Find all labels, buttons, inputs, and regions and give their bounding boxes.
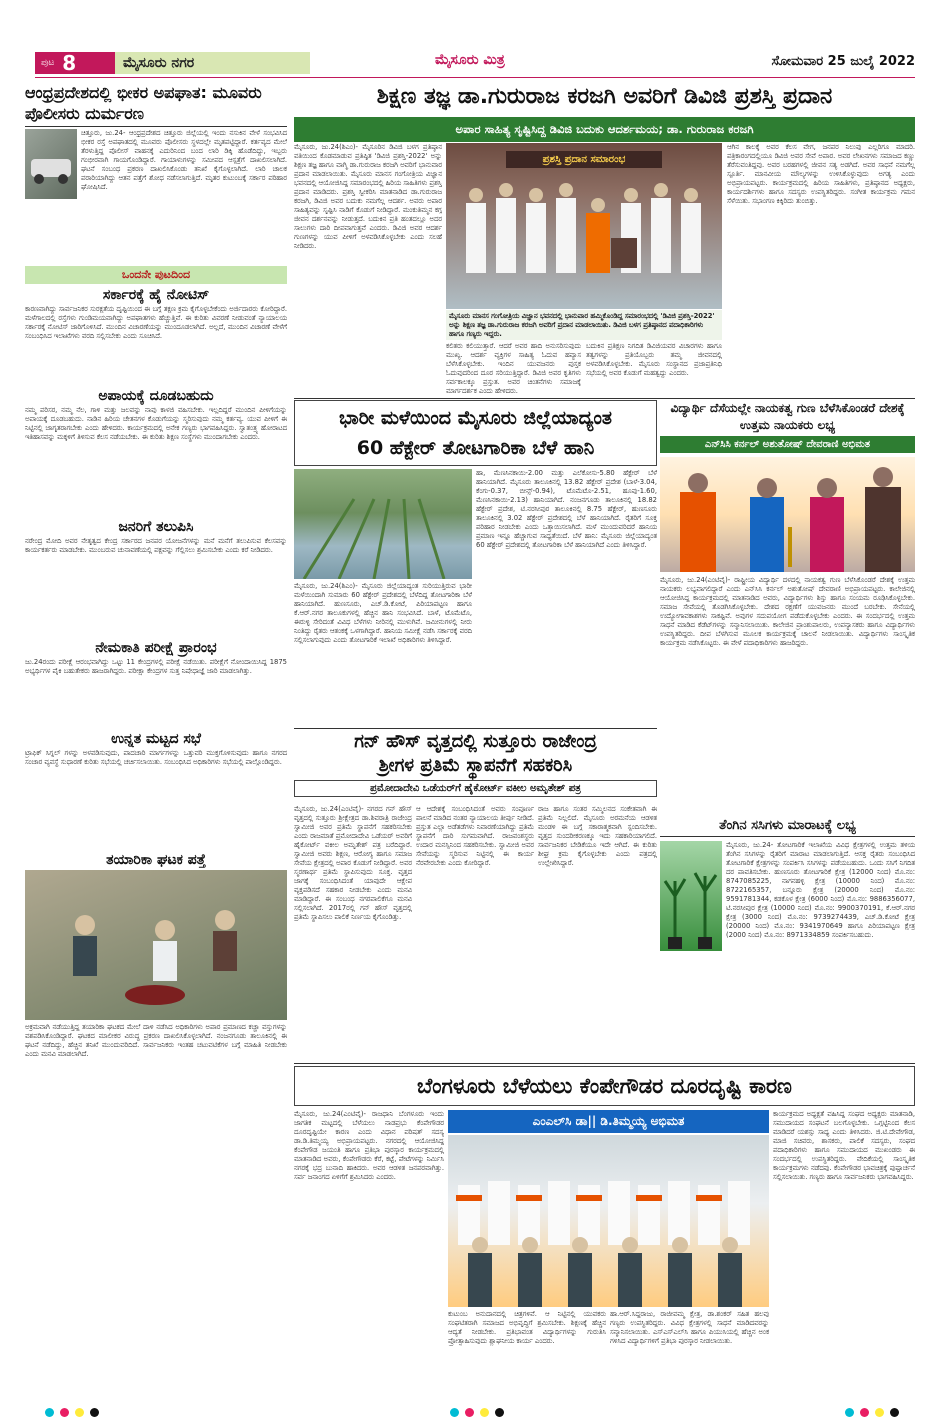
kempegowda-deck: ಎಂಎಲ್‌ಸಿ ಡಾ|| ಡಿ.ತಿಮ್ಮಯ್ಯ ಅಭಿಮತ (448, 1110, 769, 1133)
kempegowda-body-left: ಮೈಸೂರು, ಜು.24(ಎಂಟಿವೈ)- ರಾಜಧಾನಿ ಬೆಂಗಳೂರು ಇಂದು ಜಾಗತಿಕ ಮಟ್ಟದಲ್ಲಿ ಬೆಳೆಯಲು ನಾಡಪ್ರಭು ಕೆಂಪೇಗೌಡರ ದೂರದೃಷ್ಟಿಯೇ ಕಾರಣ ಎಂದು ವಿಧಾನ ಪರಿಷತ್ ಸದಸ್ಯ ಡಾ.ಡಿ.ತಿಮ್ಮಯ್ಯ ಅಭಿಪ್ರಾಯಪಟ್ಟರು. ನಗರದಲ್ಲಿ ಆಯೋಜಿಸಿದ್ದ ಕೆಂಪೇಗೌಡ ಜಯಂತಿ ಹಾಗೂ ಪ್ರತಿಭಾ ಪುರಸ್ಕಾರ ಕಾರ್ಯಕ್ರಮದಲ್ಲಿ ಮಾತನಾಡಿದ ಅವರು, ಕೆಂಪೇಗೌಡರು ಕೆರೆ, ಕಟ್ಟೆ, ಪೇಟೆಗಳನ್ನು ನಿರ್ಮಿಸಿ ನಗರಕ್ಕೆ ಭದ್ರ ಬುನಾದಿ ಹಾಕಿದರು. ಅವರ ಆಡಳಿತ ಜನಪರವಾಗಿತ್ತು. ಸರ್ವ ಜನಾಂಗದ ಏಳಿಗೆಗೆ ಶ್ರಮಿಸಿದರು ಎಂದರು. (294, 1110, 444, 1181)
coconut-story (660, 818, 915, 1056)
stage-banner: ಪ್ರಶಸ್ತಿ ಪ್ರದಾನ ಸಮಾರಂಭ (506, 151, 662, 168)
kempegowda-body-mid: ಕುಟುಂಬ ಅನುದಾನದಲ್ಲಿ ಚಿತ್ರಗಳಿವೆ. ಆ ನಿಟ್ಟಿನಲ್ಲಿ ಯುವಕರು ಸಂಘಟಿತರಾಗಿ ಸಮಾಜದ ಅಭಿವೃದ್ಧಿಗೆ ಶ್ರಮಿಸಬೇಕು. ಶಿಕ್ಷಣಕ್ಕೆ ಹೆಚ್ಚಿನ ಆದ್ಯತೆ ನೀಡಬೇಕು. ಪ್ರತಿಭಾವಂತ ವಿದ್ಯಾರ್ಥಿಗಳನ್ನು ಗುರುತಿಸಿ ಪ್ರೋತ್ಸಾಹಿಸುವುದು ಶ್ಲಾಘನೀಯ ಕಾರ್ಯ ಎಂದರು. (448, 1310, 606, 1345)
rain-headline-box (294, 400, 657, 466)
swamiji-body-mid: ಆ ಆದೇಶಕ್ಕೆ ಸಂಬಂಧಿಸಿದಂತೆ ಅವರು ಸಂಪೂರ್ಣ ಪಾಲನೆ ಮಾಡಿದ ನಂತರ ನ್ಯಾಯಾಲಯ ತೀರ್ಪು ನೀಡಿದೆ. ಪ್ರಸ್ತುತ ಎಲ್ಲಾ ಅಡೆತಡೆಗಳು ನಿವಾರಣೆಯಾಗಿದ್ದು ಪ್ರತಿಮೆ ಸ್ಥಾಪನೆಗೆ ದಾರಿ ಸುಗಮವಾಗಿದೆ. ರಾಜವಂಶಸ್ಥರು ಉದಾರ ಮನಸ್ಸಿನಿಂದ ಸಹಕರಿಸಬೇಕು. ಸ್ವಾಮೀಜಿ ಅವರ ಸೇವೆಯನ್ನು ಸ್ಮರಿಸುವ ನಿಟ್ಟಿನಲ್ಲಿ ಈ ಕಾರ್ಯ ನೆರವೇರಬೇಕು ಎಂದು ಕೋರಿದ್ದಾರೆ. (416, 805, 534, 867)
lead-story (294, 79, 915, 142)
swamiji-headline-line1: ಗನ್ ಹೌಸ್ ವೃತ್ತದಲ್ಲಿ ಸುತ್ತೂರು ರಾಜೇಂದ್ರ (354, 731, 597, 752)
reg-dot (860, 1408, 869, 1417)
left-column (25, 82, 287, 1382)
headline-recruitment-exam: ನೇಮಕಾತಿ ಪರೀಕ್ಷೆ ಪ್ರಾರಂಭ (95, 640, 217, 656)
newspaper-logo: ಮೈಸೂರು ಮಿತ್ರ (435, 52, 505, 68)
reg-dot (890, 1408, 899, 1417)
factory-body: ಅಕ್ರಮವಾಗಿ ನಡೆಯುತ್ತಿದ್ದ ತಯಾರಿಕಾ ಘಟಕದ ಮೇಲೆ ದಾಳಿ ನಡೆಸಿದ ಅಧಿಕಾರಿಗಳು ಅಪಾರ ಪ್ರಮಾಣದ ಕಚ್ಚಾ ವಸ್ತುಗಳನ್ನು ವಶಪಡಿಸಿಕೊಂಡಿದ್ದಾರೆ. ಘಟಕದ ಮಾಲೀಕರ ವಿರುದ್ಧ ಪ್ರಕರಣ ದಾಖಲಿಸಿಕೊಳ್ಳಲಾಗಿದೆ. ನಂಜನಗೂಡು ತಾಲೂಕಿನಲ್ಲಿ ಈ ಘಟನೆ ನಡೆದಿದ್ದು, ಹೆಚ್ಚಿನ ತನಿಖೆ ಮುಂದುವರಿದಿದೆ. ಸಾರ್ವಜನಿಕರು ಇಂತಹ ಚಟುವಟಿಕೆಗಳ ಬಗ್ಗೆ ಮಾಹಿತಿ ನೀಡಬೇಕು ಎಂದು ಮನವಿ ಮಾಡಲಾಗಿದೆ. (25, 1023, 287, 1058)
reg-dot (90, 1408, 99, 1417)
accident-photo (25, 129, 77, 199)
print-registration-marks (0, 1400, 945, 1424)
reg-dot (465, 1408, 474, 1417)
page-number-badge (35, 52, 115, 74)
reg-dot (450, 1408, 459, 1417)
page-label: ಪುಟ (41, 58, 55, 68)
kempegowda-body-right: ಕಾರ್ಯಕ್ರಮದ ಅಧ್ಯಕ್ಷತೆ ವಹಿಸಿದ್ದ ಸಂಘದ ಅಧ್ಯಕ್ಷರು ಮಾತನಾಡಿ, ಸಮುದಾಯದ ಸಂಘಟನೆ ಬಲಗೊಳ್ಳಬೇಕು. ಒಗ್ಗಟ್ಟಿನಿಂದ ಕೆಲಸ ಮಾಡಿದರೆ ಯಶಸ್ಸು ಸಾಧ್ಯ ಎಂದು ತಿಳಿಸಿದರು. ಜಿ.ಟಿ.ದೇವೇಗೌಡ, ಮಾಜಿ ಸಚಿವರು, ಶಾಸಕರು, ಪಾಲಿಕೆ ಸದಸ್ಯರು, ಸಂಘದ ಪದಾಧಿಕಾರಿಗಳು ಹಾಗೂ ಸಮುದಾಯದ ಮುಖಂಡರು ಈ ಸಂದರ್ಭದಲ್ಲಿ ಉಪಸ್ಥಿತರಿದ್ದರು. ವೇದಿಕೆಯಲ್ಲಿ ಸಾಂಸ್ಕೃತಿಕ ಕಾರ್ಯಕ್ರಮಗಳು ನಡೆದವು. ಕೆಂಪೇಗೌಡರ ಭಾವಚಿತ್ರಕ್ಕೆ ಪುಷ್ಪಾರ್ಚನೆ ಸಲ್ಲಿಸಲಾಯಿತು. ಗಣ್ಯರು ಹಾಗೂ ಸಾರ್ವಜನಿಕರು ಭಾಗವಹಿಸಿದ್ದರು. (773, 1110, 915, 1181)
masthead (35, 52, 915, 76)
page-number: 8 (62, 51, 77, 75)
ncc-headline: ವಿದ್ಯಾರ್ಥಿ ದೆಸೆಯಲ್ಲೇ ನಾಯಕತ್ವ ಗುಣ ಬೆಳೆಸಿಕೊಂಡರೆ ದೇಶಕ್ಕೆ ಉತ್ತಮ ನಾಯಕರು ಲಭ್ಯ (670, 401, 905, 432)
kempegowda-photo-block (448, 1110, 769, 1395)
lead-body-mid2: ಬದುಕಿನ ಪ್ರತಿಕ್ಷಣ ನಿಗದಿತ ಡಿವಿಜಿಯವರ ವಿಚಾರಗಳು ಹಾಗೂ ತತ್ವಗಳನ್ನು ಪ್ರತಿಯೊಬ್ಬರು ತಮ್ಮ ಜೀವನದಲ್ಲಿ ಅಳವಡಿಸಿಕೊಳ್ಳಬೇಕು. ಮೈಸೂರು ಸಂಸ್ಥಾನದ ಪ್ರಜಾಪ್ರತಿನಿಧಿ ಸಭೆಯಲ್ಲಿ ಅವರ ಕೊಡುಗೆ ಮಹತ್ವದ್ದು ಎಂದರು. (586, 342, 722, 377)
ncc-body: ಮೈಸೂರು, ಜು.24(ಎಂಟಿವೈ)- ರಾಷ್ಟ್ರೀಯ ವಿದ್ಯಾರ್ಥಿ ದಳದಲ್ಲಿ ನಾಯಕತ್ವ ಗುಣ ಬೆಳೆಸಿಕೊಂಡರೆ ದೇಶಕ್ಕೆ ಉತ್ತಮ ನಾಯಕರು ಲಭ್ಯವಾಗಲಿದ್ದಾರೆ ಎಂದು ಎನ್‌ಸಿಸಿ ಕರ್ನಲ್ ಅಶುತೋಷ್ ದೇವರಾಣಿ ಅಭಿಪ್ರಾಯಪಟ್ಟರು. ಕಾಲೇಜಿನಲ್ಲಿ ಆಯೋಜಿಸಿದ್ದ ಕಾರ್ಯಕ್ರಮದಲ್ಲಿ ಮಾತನಾಡಿದ ಅವರು, ವಿದ್ಯಾರ್ಥಿಗಳು ಶಿಸ್ತು ಹಾಗೂ ಸಂಯಮ ರೂಢಿಸಿಕೊಳ್ಳಬೇಕು. ಸಮಾಜ ಸೇವೆಯಲ್ಲಿ ತೊಡಗಿಸಿಕೊಳ್ಳಬೇಕು. ದೇಶದ ರಕ್ಷಣೆಗೆ ಯುವಜನರು ಮುಂದೆ ಬರಬೇಕು. ಸೇನೆಯಲ್ಲಿ ಉದ್ಯೋಗಾವಕಾಶಗಳು ಸಾಕಷ್ಟಿವೆ. ಅವುಗಳ ಸದುಪಯೋಗ ಪಡೆದುಕೊಳ್ಳಬೇಕು ಎಂದರು. ಈ ಸಂದರ್ಭದಲ್ಲಿ ಉತ್ತಮ ಸಾಧನೆ ಮಾಡಿದ ಕೆಡೆಟ್‌ಗಳನ್ನು ಸನ್ಮಾನಿಸಲಾಯಿತು. ಕಾಲೇಜಿನ ಪ್ರಾಂಶುಪಾಲರು, ಉಪನ್ಯಾಸಕರು ಹಾಗೂ ವಿದ್ಯಾರ್ಥಿಗಳು ಉಪಸ್ಥಿತರಿದ್ದರು. ದೀಪ ಬೆಳಗಿಸುವ ಮೂಲಕ ಕಾರ್ಯಕ್ರಮಕ್ಕೆ ಚಾಲನೆ ನೀಡಲಾಯಿತು. ವಿದ್ಯಾರ್ಥಿಗಳು ಸಾಂಸ್ಕೃತಿಕ ಕಾರ್ಯಕ್ರಮ ನಡೆಸಿಕೊಟ್ಟರು. ಈ ವೇಳೆ ಪದಾಧಿಕಾರಿಗಳು ಹಾಜರಿದ್ದರು. (660, 576, 915, 647)
reg-dot (495, 1408, 504, 1417)
lead-photo (446, 143, 722, 309)
high-level-meeting-body: ಟ್ರಾಫಿಕ್ ಸಿಗ್ನಲ್ ಗಳನ್ನು ಅಳವಡಿಸುವುದು, ಪಾದಚಾರಿ ಮಾರ್ಗಗಳನ್ನು ಒತ್ತುವರಿ ಮುಕ್ತಗೊಳಿಸುವುದು ಹಾಗೂ ನಗರದ ಸಂಚಾರ ವ್ಯವಸ್ಥೆ ಸುಧಾರಣೆ ಕುರಿತು ಸಭೆಯಲ್ಲಿ ಚರ್ಚಿಸಲಾಯಿತು. ಸಂಬಂಧಿಸಿದ ಅಧಿಕಾರಿಗಳು ಸಭೆಯಲ್ಲಿ ಪಾಲ್ಗೊಂಡಿದ್ದರು. (25, 749, 287, 766)
divider (294, 1063, 915, 1064)
reg-dot (480, 1408, 489, 1417)
recruitment-exam-body: ಜು.24ರಂದು ಪರೀಕ್ಷೆ ಆರಂಭವಾಗಿದ್ದು ಒಟ್ಟು 11 ಕೇಂದ್ರಗಳಲ್ಲಿ ಪರೀಕ್ಷೆ ನಡೆಯಿತು. ಪರೀಕ್ಷೆಗೆ ನೋಂದಾಯಿಸಿದ್ದ 1875 ಅಭ್ಯರ್ಥಿಗಳ ಪೈಕಿ ಬಹುತೇಕರು ಹಾಜರಾಗಿದ್ದರು. ಪರೀಕ್ಷಾ ಕೇಂದ್ರಗಳ ಸುತ್ತ ನಿಷೇಧಾಜ್ಞೆ ಜಾರಿ ಮಾಡಲಾಗಿತ್ತು. (25, 658, 287, 675)
headline-danger: ಅಪಾಯಕ್ಕೆ ದೂಡಬಹುದು (98, 388, 214, 404)
lead-deck: ಅಪಾರ ಸಾಹಿತ್ಯ ಸೃಷ್ಟಿಸಿದ್ದ ಡಿವಿಜಿ ಬದುಕು ಆದರ್ಶಮಯ; ಡಾ. ಗುರುರಾಜ ಕರಜಗಿ (294, 117, 915, 142)
coconut-sapling-photo (660, 841, 722, 951)
group-felicitation-icon (448, 1135, 769, 1307)
lamp-lighting-icon (660, 457, 915, 572)
reg-dot (875, 1408, 884, 1417)
lead-body-right: ಆಗಿನ ಕಾಲಕ್ಕೆ ಅವರ ಕೆಲಸ ವೇಗ, ಜನಪರ ನಿಲುವು ಎಲ್ಲರಿಗೂ ಮಾದರಿ. ಪತ್ರಿಕಾರಂಗದಲ್ಲಿಯೂ ಡಿವಿಜಿ ಅವರ ಸೇವೆ ಅಪಾರ. ಅವರ ಲೇಖನಗಳು ಸಮಾಜದ ಕಣ್ಣು ತೆರೆಸುವಂತಿದ್ದವು. ಅವರ ಬರಹಗಳಲ್ಲಿ ಜೀವನ ಸತ್ಯ ಅಡಗಿದೆ. ಅವರ ಸಾಧನೆ ನಮಗೆಲ್ಲ ಸ್ಪೂರ್ತಿ. ಮಾನವೀಯ ಮೌಲ್ಯಗಳನ್ನು ಉಳಿಸಿಕೊಳ್ಳುವುದು ಅಗತ್ಯ ಎಂದು ಅಭಿಪ್ರಾಯಪಟ್ಟರು. ಕಾರ್ಯಕ್ರಮದಲ್ಲಿ ಹಿರಿಯ ಸಾಹಿತಿಗಳು, ಪ್ರತಿಷ್ಠಾನದ ಅಧ್ಯಕ್ಷರು, ಕಾರ್ಯದರ್ಶಿಗಳು ಹಾಗೂ ಸದಸ್ಯರು ಉಪಸ್ಥಿತರಿದ್ದರು. ಸಂಗೀತ ಕಾರ್ಯಕ್ರಮ ಗಮನ ಸೆಳೆಯಿತು. ಸಭಾಂಗಣ ಕಿಕ್ಕಿರಿದು ತುಂಬಿತ್ತು. (727, 143, 915, 205)
jump-banner: ಒಂದನೇ ಪುಟದಿಂದ (25, 266, 287, 284)
ncc-story (660, 400, 915, 831)
accident-body: ಚಿತ್ತೂರು, ಜು.24- ಆಂಧ್ರಪ್ರದೇಶದ ಚಿತ್ತೂರು ಜಿಲ್ಲೆಯಲ್ಲಿ ಇಂದು ನಸುಕಿನ ವೇಳೆ ಸಂಭವಿಸಿದ ಭೀಕರ ರಸ್ತೆ ಅಪಘಾತದಲ್ಲಿ ಮೂವರು ಪೊಲೀಸರು ಸ್ಥಳದಲ್ಲೇ ಮೃತಪಟ್ಟಿದ್ದಾರೆ. ಕರ್ತವ್ಯದ ಮೇಲೆ ತೆರಳುತ್ತಿದ್ದ ಪೊಲೀಸ್ ವಾಹನಕ್ಕೆ ಎದುರಿನಿಂದ ಬಂದ ಲಾರಿ ಡಿಕ್ಕಿ ಹೊಡೆದಿದ್ದು, ಇಬ್ಬರು ಗಂಭೀರವಾಗಿ ಗಾಯಗೊಂಡಿದ್ದಾರೆ. ಗಾಯಾಳುಗಳನ್ನು ಸಮೀಪದ ಆಸ್ಪತ್ರೆಗೆ ದಾಖಲಿಸಲಾಗಿದೆ. ಘಟನೆ ಸಂಬಂಧ ಪ್ರಕರಣ ದಾಖಲಿಸಿಕೊಂಡು ತನಿಖೆ ಕೈಗೊಳ್ಳಲಾಗಿದೆ. ಲಾರಿ ಚಾಲಕ ಪರಾರಿಯಾಗಿದ್ದು ಆತನ ಪತ್ತೆಗೆ ಶೋಧ ನಡೆಸಲಾಗುತ್ತಿದೆ. ಮೃತರ ಕುಟುಂಬಕ್ಕೆ ಸರ್ಕಾರ ಪರಿಹಾರ ಘೋಷಿಸಿದೆ. (81, 129, 287, 191)
notice-body: ಕಾರಣವಾಗಿದ್ದು ಸಾರ್ವಜನಿಕರ ಸುರಕ್ಷತೆಯ ದೃಷ್ಟಿಯಿಂದ ಈ ಬಗ್ಗೆ ತಕ್ಷಣ ಕ್ರಮ ಕೈಗೊಳ್ಳಬೇಕೆಂದು ಅರ್ಜಿದಾರರು ಕೋರಿದ್ದಾರೆ. ಮಳೆಗಾಲದಲ್ಲಿ ರಸ್ತೆಗಳು ಗುಂಡಿಮಯವಾಗಿದ್ದು ಅಪಘಾತಗಳು ಹೆಚ್ಚುತ್ತಿವೆ. ಈ ಕುರಿತು ವಿವರಣೆ ನೀಡುವಂತೆ ನ್ಯಾಯಾಲಯ ಸರ್ಕಾರಕ್ಕೆ ನೋಟಿಸ್ ಜಾರಿಗೊಳಿಸಿದೆ. ಮುಂದಿನ ವಿಚಾರಣೆಯನ್ನು ಮುಂದೂಡಲಾಗಿದೆ. ಅಲ್ಲದೆ, ಮುಂದಿನ ವಿಚಾರಣೆ ವೇಳೆಗೆ ಸಂಬಂಧಿಸಿದ ಇಲಾಖೆಗಳು ವರದಿ ಸಲ್ಲಿಸಬೇಕು ಎಂದು ಸೂಚಿಸಿದೆ. (25, 305, 287, 340)
factory-photo (25, 870, 287, 1020)
swamiji-headline-block (294, 730, 657, 797)
divider (25, 126, 287, 127)
reach-people-body: ನರೇಂದ್ರ ಮೋದಿ ಅವರ ನೇತೃತ್ವದ ಕೇಂದ್ರ ಸರ್ಕಾರದ ಜನಪರ ಯೋಜನೆಗಳನ್ನು ಮನೆ ಮನೆಗೆ ತಲುಪಿಸುವ ಕೆಲಸವನ್ನು ಕಾರ್ಯಕರ್ತರು ಮಾಡಬೇಕು. ಮುಂಬರುವ ಚುನಾವಣೆಯಲ್ಲಿ ಪಕ್ಷವನ್ನು ಗೆಲ್ಲಿಸಲು ಶ್ರಮಿಸಬೇಕು ಎಂದು ಕರೆ ನೀಡಿದರು. (25, 537, 287, 554)
swamiji-body-right: ರಾಜ ಹಾಗೂ ಸಂತರ ಸಮ್ಮಿಲನದ ಸಂಕೇತವಾಗಿ ಈ ಪ್ರತಿಮೆ ನಿಲ್ಲಲಿದೆ. ಮೈಸೂರು ಅರಮನೆಯ ಆಡಳಿತ ಮಂಡಳಿ ಈ ಬಗ್ಗೆ ಸಕಾರಾತ್ಮಕವಾಗಿ ಸ್ಪಂದಿಸಬೇಕು. ವೃತ್ತದ ಸುಂದರೀಕರಣಕ್ಕೂ ಇದು ಸಹಕಾರಿಯಾಗಲಿದೆ. ಸಾರ್ವಜನಿಕರ ಬೇಡಿಕೆಯೂ ಇದೇ ಆಗಿದೆ. ಈ ಕುರಿತು ಶೀಘ್ರ ಕ್ರಮ ಕೈಗೊಳ್ಳಬೇಕು ಎಂದು ಪತ್ರದಲ್ಲಿ ಉಲ್ಲೇಖಿಸಿದ್ದಾರೆ. (538, 805, 657, 867)
people-icon (25, 870, 287, 1020)
divider (294, 398, 915, 399)
coconut-body: ಮೈಸೂರು, ಜು.24- ತೋಟಗಾರಿಕೆ ಇಲಾಖೆಯ ವಿವಿಧ ಕ್ಷೇತ್ರಗಳಲ್ಲಿ ಉತ್ತಮ ತಳಿಯ ತೆಂಗಿನ ಸಸಿಗಳನ್ನು ರೈತರಿಗೆ ಮಾರಾಟ ಮಾಡಲಾಗುತ್ತಿದೆ. ಆಸಕ್ತ ರೈತರು ಸಂಬಂಧಿಸಿದ ತೋಟಗಾರಿಕೆ ಕ್ಷೇತ್ರಗಳನ್ನು ಸಂಪರ್ಕಿಸಿ ಸಸಿಗಳನ್ನು ಪಡೆಯಬಹುದು. ಒಂದು ಸಸಿಗೆ ನಿಗದಿತ ದರ ಪಾವತಿಸಬೇಕು. ಹುಣಸೂರು ತೋಟಗಾರಿಕೆ ಕ್ಷೇತ್ರ (12000 ನಿಂದ) ಮೊ.ನಂ: 8747085225, ನಾಗನಹಳ್ಳಿ ಕ್ಷೇತ್ರ (10000 ನಿಂದ) ಮೊ.ನಂ: 8722165357, ಬನ್ನೂರು ಕ್ಷೇತ್ರ (20000 ನಿಂದ) ಮೊ.ನಂ: 9591781344, ಕಡಕೊಳ ಕ್ಷೇತ್ರ (6000 ನಿಂದ) ಮೊ.ನಂ: 9886356077, ಟಿ.ನರಸೀಪುರ ಕ್ಷೇತ್ರ (10000 ನಿಂದ) ಮೊ.ನಂ: 9900370191, ಕೆ.ಆರ್.ನಗರ ಕ್ಷೇತ್ರ (3000 ನಿಂದ) ಮೊ.ನಂ: 9739274439, ಎಚ್.ಡಿ.ಕೋಟೆ ಕ್ಷೇತ್ರ (20000 ನಿಂದ) ಮೊ.ನಂ: 9341970649 ಹಾಗೂ ಪಿರಿಯಾಪಟ್ಟಣ ಕ್ಷೇತ್ರ (2000 ನಿಂದ) ಮೊ.ನಂ: 8971334859 ಸಂಪರ್ಕಿಸಬಹುದು. (726, 841, 915, 939)
lead-body-left: ಮೈಸೂರು, ಜು.24(ಶಿಎಂ)- ಮೈಸೂರಿನ ಡಿವಿಜಿ ಬಳಗ ಪ್ರತಿಷ್ಠಾನ ವತಿಯಿಂದ ಕೊಡಮಾಡುವ ಪ್ರತಿಷ್ಠಿತ 'ಡಿವಿಜಿ ಪ್ರಶಸ್ತಿ-2022' ಅನ್ನು ಶಿಕ್ಷಣ ತಜ್ಞ ಹಾಗೂ ವಾಗ್ಮಿ ಡಾ.ಗುರುರಾಜ ಕರಜಗಿ ಅವರಿಗೆ ಭಾನುವಾರ ಪ್ರದಾನ ಮಾಡಲಾಯಿತು. ಮೈಸೂರು ಮಾನಸ ಗಂಗೋತ್ರಿಯ ವಿಜ್ಞಾನ ಭವನದಲ್ಲಿ ಆಯೋಜಿಸಿದ್ದ ಸಮಾರಂಭದಲ್ಲಿ ಹಿರಿಯ ಸಾಹಿತಿಗಳು ಪ್ರಶಸ್ತಿ ಪ್ರದಾನ ಮಾಡಿದರು. ಪ್ರಶಸ್ತಿ ಸ್ವೀಕರಿಸಿ ಮಾತನಾಡಿದ ಡಾ.ಗುರುರಾಜ ಕರಜಗಿ, ಡಿವಿಜಿ ಅವರ ಬದುಕು ನಮಗೆಲ್ಲ ಆದರ್ಶ. ಅವರು ಅಪಾರ ಸಾಹಿತ್ಯವನ್ನು ಸೃಷ್ಟಿಸಿ ನಾಡಿಗೆ ಕೊಡುಗೆ ನೀಡಿದ್ದಾರೆ. ಮಂಕುತಿಮ್ಮನ ಕಗ್ಗ ಜೀವನ ದರ್ಶನವನ್ನು ನೀಡುತ್ತದೆ. ಬದುಕಿನ ಪ್ರತಿ ಹಂತದಲ್ಲೂ ಅದರ ಸಾಲುಗಳು ದಾರಿ ದೀಪವಾಗುತ್ತವೆ ಎಂದರು. ಡಿವಿಜಿ ಅವರ ಆದರ್ಶ ಗುಣಗಳನ್ನು ಯುವ ಪೀಳಿಗೆ ಅಳವಡಿಸಿಕೊಳ್ಳಬೇಕು ಎಂದು ಸಲಹೆ ನೀಡಿದರು. (294, 143, 442, 250)
ncc-photo (660, 457, 915, 572)
sapling-icon (660, 841, 722, 951)
swamiji-body-left: ಮೈಸೂರು, ಜು.24(ಎಂಟಿವೈ)- ನಗರದ ಗನ್ ಹೌಸ್ ವೃತ್ತದಲ್ಲಿ ಸುತ್ತೂರು ಶ್ರೀಕ್ಷೇತ್ರದ ಡಾ.ಶಿವರಾತ್ರಿ ರಾಜೇಂದ್ರ ಸ್ವಾಮೀಜಿ ಅವರ ಪ್ರತಿಮೆ ಸ್ಥಾಪನೆಗೆ ಸಹಕರಿಸಬೇಕು ಎಂದು ರಾಜಮಾತೆ ಪ್ರಮೋದಾದೇವಿ ಒಡೆಯರ್ ಅವರಿಗೆ ಹೈಕೋರ್ಟ್ ವಕೀಲ ಅಮೃತೇಶ್ ಪತ್ರ ಬರೆದಿದ್ದಾರೆ. ಸ್ವಾಮೀಜಿ ಅವರು ಶಿಕ್ಷಣ, ಆರೋಗ್ಯ ಹಾಗೂ ಸಮಾಜ ಸೇವೆಯ ಕ್ಷೇತ್ರದಲ್ಲಿ ಅಪಾರ ಕೊಡುಗೆ ನೀಡಿದ್ದಾರೆ. ಅವರ ಸ್ಮರಣಾರ್ಥ ಪ್ರತಿಮೆ ಸ್ಥಾಪಿಸುವುದು ಸೂಕ್ತ. ವೃತ್ತದ ಜಾಗಕ್ಕೆ ಸಂಬಂಧಿಸಿದಂತೆ ಯಾವುದೇ ಆಕ್ಷೇಪ ವ್ಯಕ್ತಪಡಿಸದೆ ಸಹಕಾರ ನೀಡಬೇಕು ಎಂದು ಮನವಿ ಮಾಡಿದ್ದಾರೆ. ಈ ಸಂಬಂಧ ನಗರಪಾಲಿಕೆಗೂ ಮನವಿ ಸಲ್ಲಿಸಲಾಗಿದೆ. 2017ರಲ್ಲಿ ಗನ್ ಹೌಸ್ ವೃತ್ತದಲ್ಲಿ ಪ್ರತಿಮೆ ಸ್ಥಾಪಿಸಲು ಪಾಲಿಕೆ ನಿರ್ಣಯ ಕೈಗೊಂಡಿತ್ತು. (294, 805, 412, 921)
divider (294, 728, 657, 729)
vehicle-icon (25, 129, 77, 199)
rain-headline-line2: 60 ಹೆಕ್ಟೇರ್ ತೋಟಗಾರಿಕಾ ಬೆಳೆ ಹಾನಿ (356, 437, 595, 459)
rain-body-left: ಮೈಸೂರು, ಜು.24(ಶಿಎಂ)- ಮೈಸೂರು ಜಿಲ್ಲೆಯಾದ್ಯಂತ ಸುರಿಯುತ್ತಿರುವ ಭಾರೀ ಮಳೆಯಿಂದಾಗಿ ಸುಮಾರು 60 ಹೆಕ್ಟೇರ್ ಪ್ರದೇಶದಲ್ಲಿ ಬೆಳೆದಿದ್ದ ತೋಟಗಾರಿಕಾ ಬೆಳೆ ಹಾನಿಯಾಗಿದೆ. ಹುಣಸೂರು, ಎಚ್.ಡಿ.ಕೋಟೆ, ಪಿರಿಯಾಪಟ್ಟಣ ಹಾಗೂ ಕೆ.ಆರ್.ನಗರ ತಾಲೂಕುಗಳಲ್ಲಿ ಹೆಚ್ಚಿನ ಹಾನಿ ಸಂಭವಿಸಿದೆ. ಬಾಳೆ, ಟೊಮೆಟೊ, ಈರುಳ್ಳಿ ಸೇರಿದಂತೆ ವಿವಿಧ ಬೆಳೆಗಳು ನೀರಿನಲ್ಲಿ ಮುಳುಗಿವೆ. ಜಮೀನುಗಳಲ್ಲಿ ನೀರು ನಿಂತಿದ್ದು ರೈತರು ಆತಂಕಕ್ಕೆ ಒಳಗಾಗಿದ್ದಾರೆ. ಹಾನಿಯ ಸಮೀಕ್ಷೆ ನಡೆಸಿ ಸರ್ಕಾರಕ್ಕೆ ವರದಿ ಸಲ್ಲಿಸಲಾಗುವುದು ಎಂದು ತೋಟಗಾರಿಕೆ ಇಲಾಖೆ ಅಧಿಕಾರಿಗಳು ತಿಳಿಸಿದ್ದಾರೆ. (294, 582, 472, 644)
kempegowda-body-mid2: ಹಾ.ಆರ್.ಸಿದ್ದರಾಜು, ರಾಜೀವಮ್ಮ ಕ್ಷೇತ್ರ, ಡಾ.ಶಂಕರ್ ಸಹಿತ ಹಲವು ಗಣ್ಯರು ಉಪಸ್ಥಿತರಿದ್ದರು. ವಿವಿಧ ಕ್ಷೇತ್ರಗಳಲ್ಲಿ ಸಾಧನೆ ಮಾಡಿದವರನ್ನು ಸನ್ಮಾನಿಸಲಾಯಿತು. ಎಸ್ಎಸ್ಎಲ್‌ಸಿ ಹಾಗೂ ಪಿಯುಸಿಯಲ್ಲಿ ಹೆಚ್ಚಿನ ಅಂಕ ಗಳಿಸಿದ ವಿದ್ಯಾರ್ಥಿಗಳಿಗೆ ಪ್ರತಿಭಾ ಪುರಸ್ಕಾರ ನೀಡಲಾಯಿತು. (610, 1310, 769, 1345)
crop-rows-icon (294, 469, 472, 579)
edition-date: ಸೋಮವಾರ 25 ಜುಲೈ 2022 (771, 54, 915, 69)
headline-high-level-meeting: ಉನ್ನತ ಮಟ್ಟದ ಸಭೆ (111, 731, 201, 747)
story-accident (25, 82, 287, 263)
reg-dot (60, 1408, 69, 1417)
award-group-icon (446, 143, 722, 309)
lead-photo-caption: ಮೈಸೂರು ಮಾನಸ ಗಂಗೋತ್ರಿಯ ವಿಜ್ಞಾನ ಭವನದಲ್ಲಿ ಭಾನುವಾರ ಹಮ್ಮಿಕೊಂಡಿದ್ದ ಸಮಾರಂಭದಲ್ಲಿ 'ಡಿವಿಜಿ ಪ್ರಶಸ್ತಿ-2022' ಅನ್ನು ಶಿಕ್ಷಣ ತಜ್ಞ ಡಾ.ಗುರುರಾಜ ಕರಜಗಿ ಅವರಿಗೆ ಪ್ರದಾನ ಮಾಡಲಾಯಿತು. ಡಿವಿಜಿ ಬಳಗ ಪ್ರತಿಷ್ಠಾನದ ಪದಾಧಿಕಾರಿಗಳು ಹಾಗೂ ಗಣ್ಯರು ಇದ್ದರು. (446, 310, 722, 340)
coconut-headline: ತೆಂಗಿನ ಸಸಿಗಳು ಮಾರಾಟಕ್ಕೆ ಲಭ್ಯ (660, 818, 915, 837)
kempegowda-group-photo (448, 1135, 769, 1307)
lead-body-mid: ಕಲಿತರು ಕಲಿಯುತ್ತಾರೆ. ಆದರೆ ಅವರ ಹಾದಿ ಅನುಸರಿಸುವುದು ಮುಖ್ಯ. ಆದರ್ಶ ವ್ಯಕ್ತಿಗಳ ಸಾಹಿತ್ಯ ಓದುವ ಹವ್ಯಾಸ ಬೆಳೆಸಿಕೊಳ್ಳಬೇಕು. ಇಂದಿನ ಯುವಜನರು ಪುಸ್ತಕ ಓದುವುದರಿಂದ ದೂರ ಸರಿಯುತ್ತಿದ್ದಾರೆ. ಡಿವಿಜಿ ಅವರ ಕೃತಿಗಳು ಸರ್ವಕಾಲಕ್ಕೂ ಪ್ರಸ್ತುತ. ಅವರ ಚಿಂತನೆಗಳು ಸಮಾಜಕ್ಕೆ ಮಾರ್ಗದರ್ಶಕ ಎಂದು ಹೇಳಿದರು. (446, 342, 581, 395)
swamiji-headline-line2: ಶ್ರೀಗಳ ಪ್ರತಿಮೆ ಸ್ಥಾಪನೆಗೆ ಸಹಕರಿಸಿ (378, 755, 573, 776)
headline-reach-people: ಜನರಿಗೆ ತಲುಪಿಸಿ (118, 519, 194, 535)
headline-notice: ಸರ್ಕಾರಕ್ಕೆ ಹೈ ನೋಟಿಸ್ (102, 287, 210, 303)
danger-body: ನಮ್ಮ ಪರಿಸರ, ನಮ್ಮ ನೆಲ, ಗಾಳಿ ಮತ್ತು ಜಲವನ್ನು ನಾವು ಕಾಳಜಿ ವಹಿಸಬೇಕು. ಇಲ್ಲದಿದ್ದರೆ ಮುಂದಿನ ಪೀಳಿಗೆಯನ್ನು ಅಪಾಯಕ್ಕೆ ದೂಡಬಹುದು. ನಾಡಿನ ಹಿರಿಯ ಚೇತನಗಳ ಕೊಡುಗೆಯನ್ನು ಸ್ಮರಿಸುವುದು ನಮ್ಮ ಕರ್ತವ್ಯ. ಯುವ ಪೀಳಿಗೆ ಈ ನಿಟ್ಟಿನಲ್ಲಿ ಜಾಗೃತರಾಗಬೇಕು ಎಂದು ಹೇಳಿದರು. ಕಾರ್ಯಕ್ರಮದಲ್ಲಿ ಅನೇಕ ಗಣ್ಯರು ಭಾಗವಹಿಸಿದ್ದರು. ಸ್ವಾತಂತ್ರ್ಯ ಹೋರಾಟದ ಇತಿಹಾಸವನ್ನು ಮಕ್ಕಳಿಗೆ ತಿಳಿಸುವ ಕೆಲಸ ನಡೆಯಬೇಕು. ಈ ಕುರಿತು ಶಿಕ್ಷಣ ಸಂಸ್ಥೆಗಳು ಮುಂದಾಗಬೇಕು ಎಂದರು. (25, 406, 287, 441)
rain-headline-line1: ಭಾರೀ ಮಳೆಯಿಂದ ಮೈಸೂರು ಜಿಲ್ಲೆಯಾದ್ಯಂತ (339, 407, 612, 429)
masthead-rule (35, 77, 915, 78)
lead-headline: ಶಿಕ್ಷಣ ತಜ್ಞ ಡಾ.ಗುರುರಾಜ ಕರಜಗಿ ಅವರಿಗೆ ಡಿವಿಜಿ ಪ್ರಶಸ್ತಿ ಪ್ರದಾನ (376, 84, 833, 109)
reg-dot (845, 1408, 854, 1417)
headline-accident: ಆಂಧ್ರಪ್ರದೇಶದಲ್ಲಿ ಭೀಕರ ಅಪಘಾತ: ಮೂವರು ಪೊಲೀಸರು ದುರ್ಮರಣ (25, 83, 262, 123)
rain-body-right: ಹಾ, ಮೆಣಸಿನಕಾಯಿ-2.00 ಮತ್ತು ಎಲೆಕೋಸು-5.80 ಹೆಕ್ಟೇರ್ ಬೆಳೆ ಹಾನಿಯಾಗಿದೆ. ಮೈಸೂರು ತಾಲೂಕಿನಲ್ಲಿ 13.82 ಹೆಕ್ಟೇರ್ ಪ್ರದೇಶ (ಬಾಳೆ-3.04, ಕೆಂಗು-0.37, ಬೀನ್ಸ್-0.94), ಟೊಮೆಟೊ-2.51, ಹೂವು-1.60, ಮೆಣಸಿನಕಾಯಿ-2.13) ಹಾನಿಯಾಗಿದೆ. ನಂಜನಗೂಡು ತಾಲೂಕಿನಲ್ಲಿ 18.82 ಹೆಕ್ಟೇರ್ ಪ್ರದೇಶ, ಟಿ.ನರಸೀಪುರ ತಾಲೂಕಿನಲ್ಲಿ 8.75 ಹೆಕ್ಟೇರ್, ಹುಣಸೂರು ತಾಲೂಕಿನಲ್ಲಿ 3.02 ಹೆಕ್ಟೇರ್ ಪ್ರದೇಶದಲ್ಲಿ ಬೆಳೆ ಹಾನಿಯಾಗಿದೆ. ರೈತರಿಗೆ ಸೂಕ್ತ ಪರಿಹಾರ ನೀಡಬೇಕು ಎಂದು ಒತ್ತಾಯಿಸಲಾಗಿದೆ. ಮಳೆ ಮುಂದುವರಿದರೆ ಹಾನಿಯ ಪ್ರಮಾಣ ಇನ್ನೂ ಹೆಚ್ಚಾಗುವ ಸಾಧ್ಯತೆಯಿದೆ. ಬೆಳೆ ಹಾನಿ: ಮೈಸೂರು ಜಿಲ್ಲೆಯಾದ್ಯಂತ 60 ಹೆಕ್ಟೇರ್ ಪ್ರದೇಶದಲ್ಲಿ ತೋಟಗಾರಿಕಾ ಬೆಳೆ ಹಾನಿಯಾಗಿದೆ ಎಂದು ತಿಳಿಸಿದ್ದಾರೆ. (476, 469, 657, 549)
section-title: ಮೈಸೂರು ನಗರ (115, 52, 310, 74)
reg-dot (75, 1408, 84, 1417)
headline-factory-found: ತಯಾರಿಕಾ ಘಟಕ ಪತ್ತೆ (106, 852, 206, 868)
swamiji-byline: ಪ್ರಮೋದಾದೇವಿ ಒಡೆಯರ್‌ಗೆ ಹೈಕೋರ್ಟ್ ವಕೀಲ ಅಮೃತೇಶ್ ಪತ್ರ (294, 780, 657, 797)
ncc-deck: ಎನ್‌ಸಿಸಿ ಕರ್ನಲ್ ಅಶುತೋಷ್ ದೇವರಾಣಿ ಅಭಿಮತ (660, 436, 915, 453)
kempegowda-headline: ಬೆಂಗಳೂರು ಬೆಳೆಯಲು ಕೆಂಪೇಗೌಡರ ದೂರದೃಷ್ಟಿ ಕಾರಣ (294, 1066, 915, 1106)
flooded-farm-photo (294, 469, 472, 579)
reg-dot (45, 1408, 54, 1417)
